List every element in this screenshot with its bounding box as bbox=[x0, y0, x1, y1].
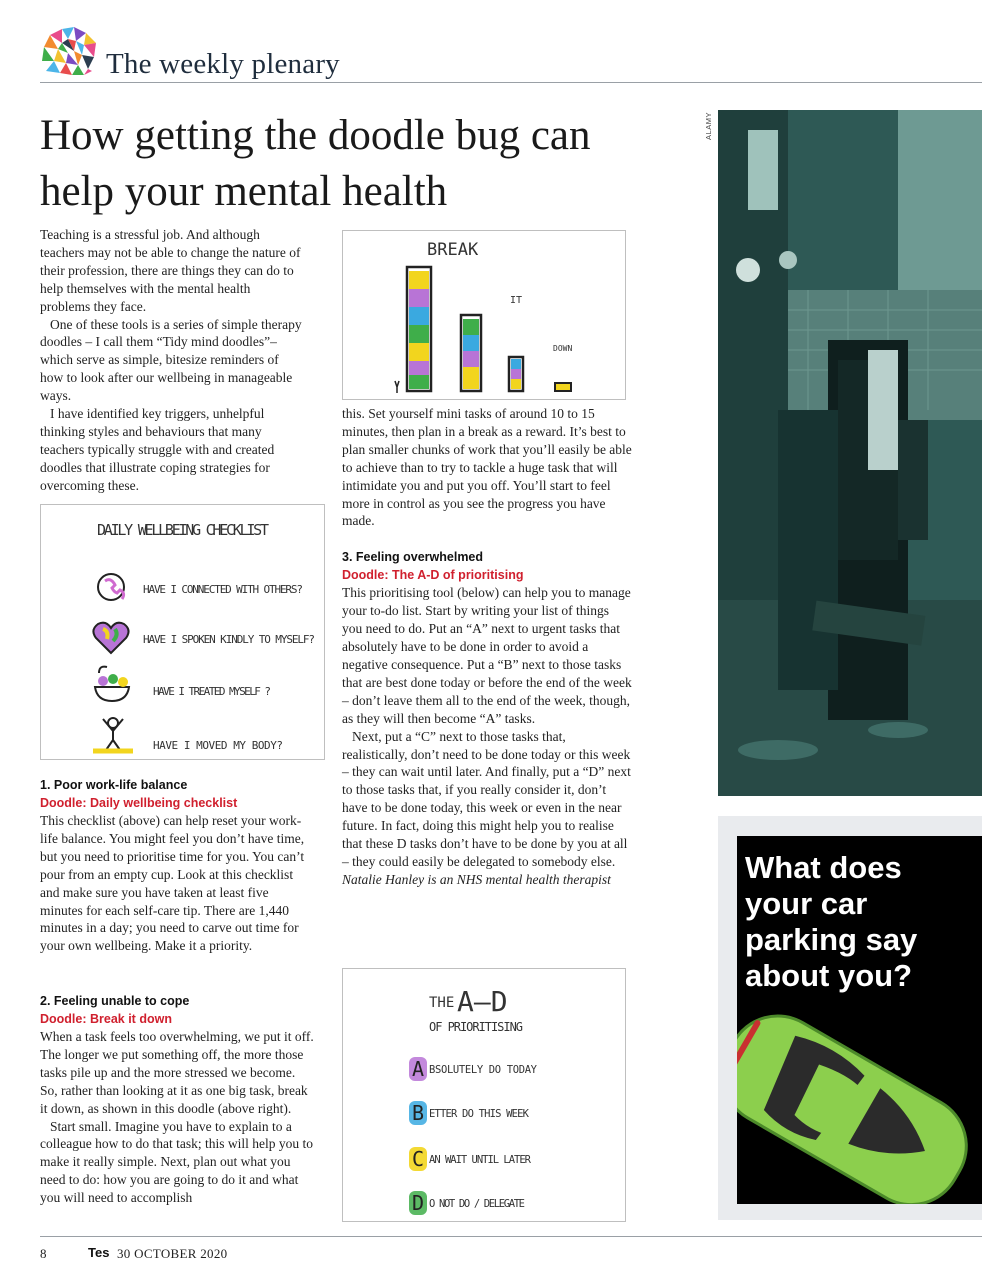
bath-icon bbox=[95, 667, 129, 701]
page-number: 8 bbox=[40, 1246, 47, 1261]
heart-icon bbox=[93, 623, 128, 653]
section-heading: 2. Feeling unable to cope bbox=[40, 994, 190, 1008]
checklist-item: HAVE I SPOKEN KINDLY TO MYSELF? bbox=[143, 633, 315, 646]
ad-item-b: ETTER DO THIS WEEK bbox=[429, 1108, 529, 1120]
section-paragraph: This prioritising tool (below) can help you to manage your to-do list. Start by writing your list of things you need to do. Put an “A” next to urgent tasks that absolutely have to be done in order to avoid a negative consequence. Put a “B” next to those tasks that are best done today or before the end of the week – don’t leave them all to the end of the week, though, as they will then become “A” tasks. bbox=[342, 585, 632, 726]
tes-logo bbox=[40, 25, 98, 77]
section-2 bbox=[40, 992, 315, 1207]
ad-item-c: AN WAIT UNTIL LATER bbox=[429, 1154, 531, 1166]
checklist-item: HAVE I CONNECTED WITH OTHERS? bbox=[143, 583, 303, 596]
doodle-subheading: Doodle: The A-D of prioritising bbox=[342, 568, 524, 583]
big-task-bar bbox=[407, 267, 431, 391]
header-divider bbox=[40, 82, 982, 83]
promo-panel[interactable] bbox=[737, 836, 982, 1204]
section-heading: 3. Feeling overwhelmed bbox=[342, 550, 484, 565]
section-heading: 1. Poor work-life balance bbox=[40, 778, 188, 792]
section-title: The weekly plenary bbox=[106, 48, 340, 80]
section-paragraph: When a task feels too overwhelming, we put it off. The longer we put something off, the more those tasks pile up and the more stressed we become. So, rather than looking at it as one big task, break it down, as shown in this doodle (above right). bbox=[40, 1029, 314, 1116]
section-paragraph: Start small. Imagine you have to explain to a colleague how to do that task; this will help you to make it really simple. Next, plan out what you need to do: how you are going to do it and what you will need to accomplish bbox=[40, 1118, 313, 1206]
section-paragraph: Next, put a “C” next to those tasks that, realistically, don’t need to be done today or this week – they can wait until later. And finally, put a “D” next to those tasks that, if you really consider it, don’t have to be done today, this week or even in the near future. In fact, doing this might help you to realise that these D tasks don’t have to be done by you at all – they could easily be delegated to somebody else. bbox=[342, 728, 631, 869]
phone-icon bbox=[98, 574, 124, 600]
ad-big-label: A—D bbox=[457, 985, 508, 1018]
intro-paragraph: I have identified key triggers, unhelpful thinking styles and behaviours that many teachers typically struggle with and created doodles that illustrate coping strategies for overcoming these. bbox=[40, 406, 275, 493]
middle-column bbox=[342, 405, 632, 889]
intro-column bbox=[40, 226, 302, 495]
a-d-prioritising-doodle bbox=[342, 968, 626, 1222]
it-label: IT bbox=[510, 295, 523, 306]
green-car-icon bbox=[737, 996, 982, 1204]
section-paragraph: this. Set yourself mini tasks of around 10 to 15 minutes, then plan in a break as a reward. It’s best to plan smaller chunks of work that you’ll easily be able to achieve than to try to tackle a huge task that will intimidate you and put you off. You’ll start to feel more in control as you see the progress you have made. bbox=[342, 406, 632, 529]
footer-divider bbox=[40, 1236, 982, 1237]
letter-a: A bbox=[412, 1057, 425, 1081]
headline: How getting the doodle bug can help your mental health bbox=[40, 112, 591, 215]
intro-paragraph: Teaching is a stressful job. And although teachers may not be able to change the nature of their profession, there are things they can do to help themselves with the mental health problems they face. bbox=[40, 227, 301, 314]
issue-date: 30 OCTOBER 2020 bbox=[117, 1246, 228, 1261]
kitchen-photo-illustration bbox=[718, 110, 982, 796]
doodle-subheading: Doodle: Daily wellbeing checklist bbox=[40, 796, 238, 810]
section-1 bbox=[40, 776, 310, 955]
masthead: Tes bbox=[88, 1245, 110, 1260]
stick-figure-icon bbox=[395, 381, 399, 393]
ad-item-d: O NOT DO / DELEGATE bbox=[429, 1198, 525, 1210]
tiny-task-bar bbox=[555, 383, 571, 391]
author-byline: Natalie Hanley is an NHS mental health therapist bbox=[342, 871, 611, 887]
section-paragraph: This checklist (above) can help reset your work-life balance. You might feel you don’t have time, but you need to prioritise time for you. You can’t pour from an empty cup. Look at this checklist and make sure you have taken at least five minutes for each self-care tip. There are 1,440 minutes in a day; you need to carve out time for your own wellbeing. Make it a priority. bbox=[40, 813, 305, 954]
ad-item-a: BSOLUTELY DO TODAY bbox=[429, 1064, 537, 1076]
kitchen-photo bbox=[718, 110, 982, 796]
medium-task-bar bbox=[461, 315, 481, 391]
break-it-down-illustration bbox=[343, 231, 627, 401]
a-d-illustration bbox=[343, 969, 627, 1223]
doodle-subheading: Doodle: Break it down bbox=[40, 1012, 172, 1026]
person-icon bbox=[93, 718, 133, 751]
photo-credit: ALAMY bbox=[704, 112, 713, 140]
ad-the: THE bbox=[429, 995, 455, 1011]
break-label: BREAK bbox=[427, 240, 479, 260]
checklist-item: HAVE I TREATED MYSELF ? bbox=[153, 685, 271, 698]
checklist-item: HAVE I MOVED MY BODY? bbox=[153, 739, 283, 752]
letter-d: D bbox=[412, 1191, 425, 1215]
promo-title[interactable]: What does your car parking say about you? bbox=[745, 850, 918, 993]
down-label: DOWN bbox=[553, 344, 573, 353]
letter-c: C bbox=[412, 1147, 425, 1171]
small-task-bar bbox=[509, 357, 523, 391]
checklist-title: DAILY WELLBEING CHECKLIST bbox=[97, 521, 269, 539]
checklist-illustration bbox=[41, 505, 326, 761]
break-it-down-doodle bbox=[342, 230, 626, 400]
letter-b: B bbox=[412, 1101, 425, 1125]
ad-subtitle: OF PRIORITISING bbox=[429, 1020, 523, 1034]
wellbeing-checklist-doodle bbox=[40, 504, 325, 760]
intro-paragraph: One of these tools is a series of simple therapy doodles – I call them “Tidy mind doodles”– which serve as simple, bitesize reminders of how to look after our wellbeing in manageable ways. bbox=[40, 316, 302, 404]
